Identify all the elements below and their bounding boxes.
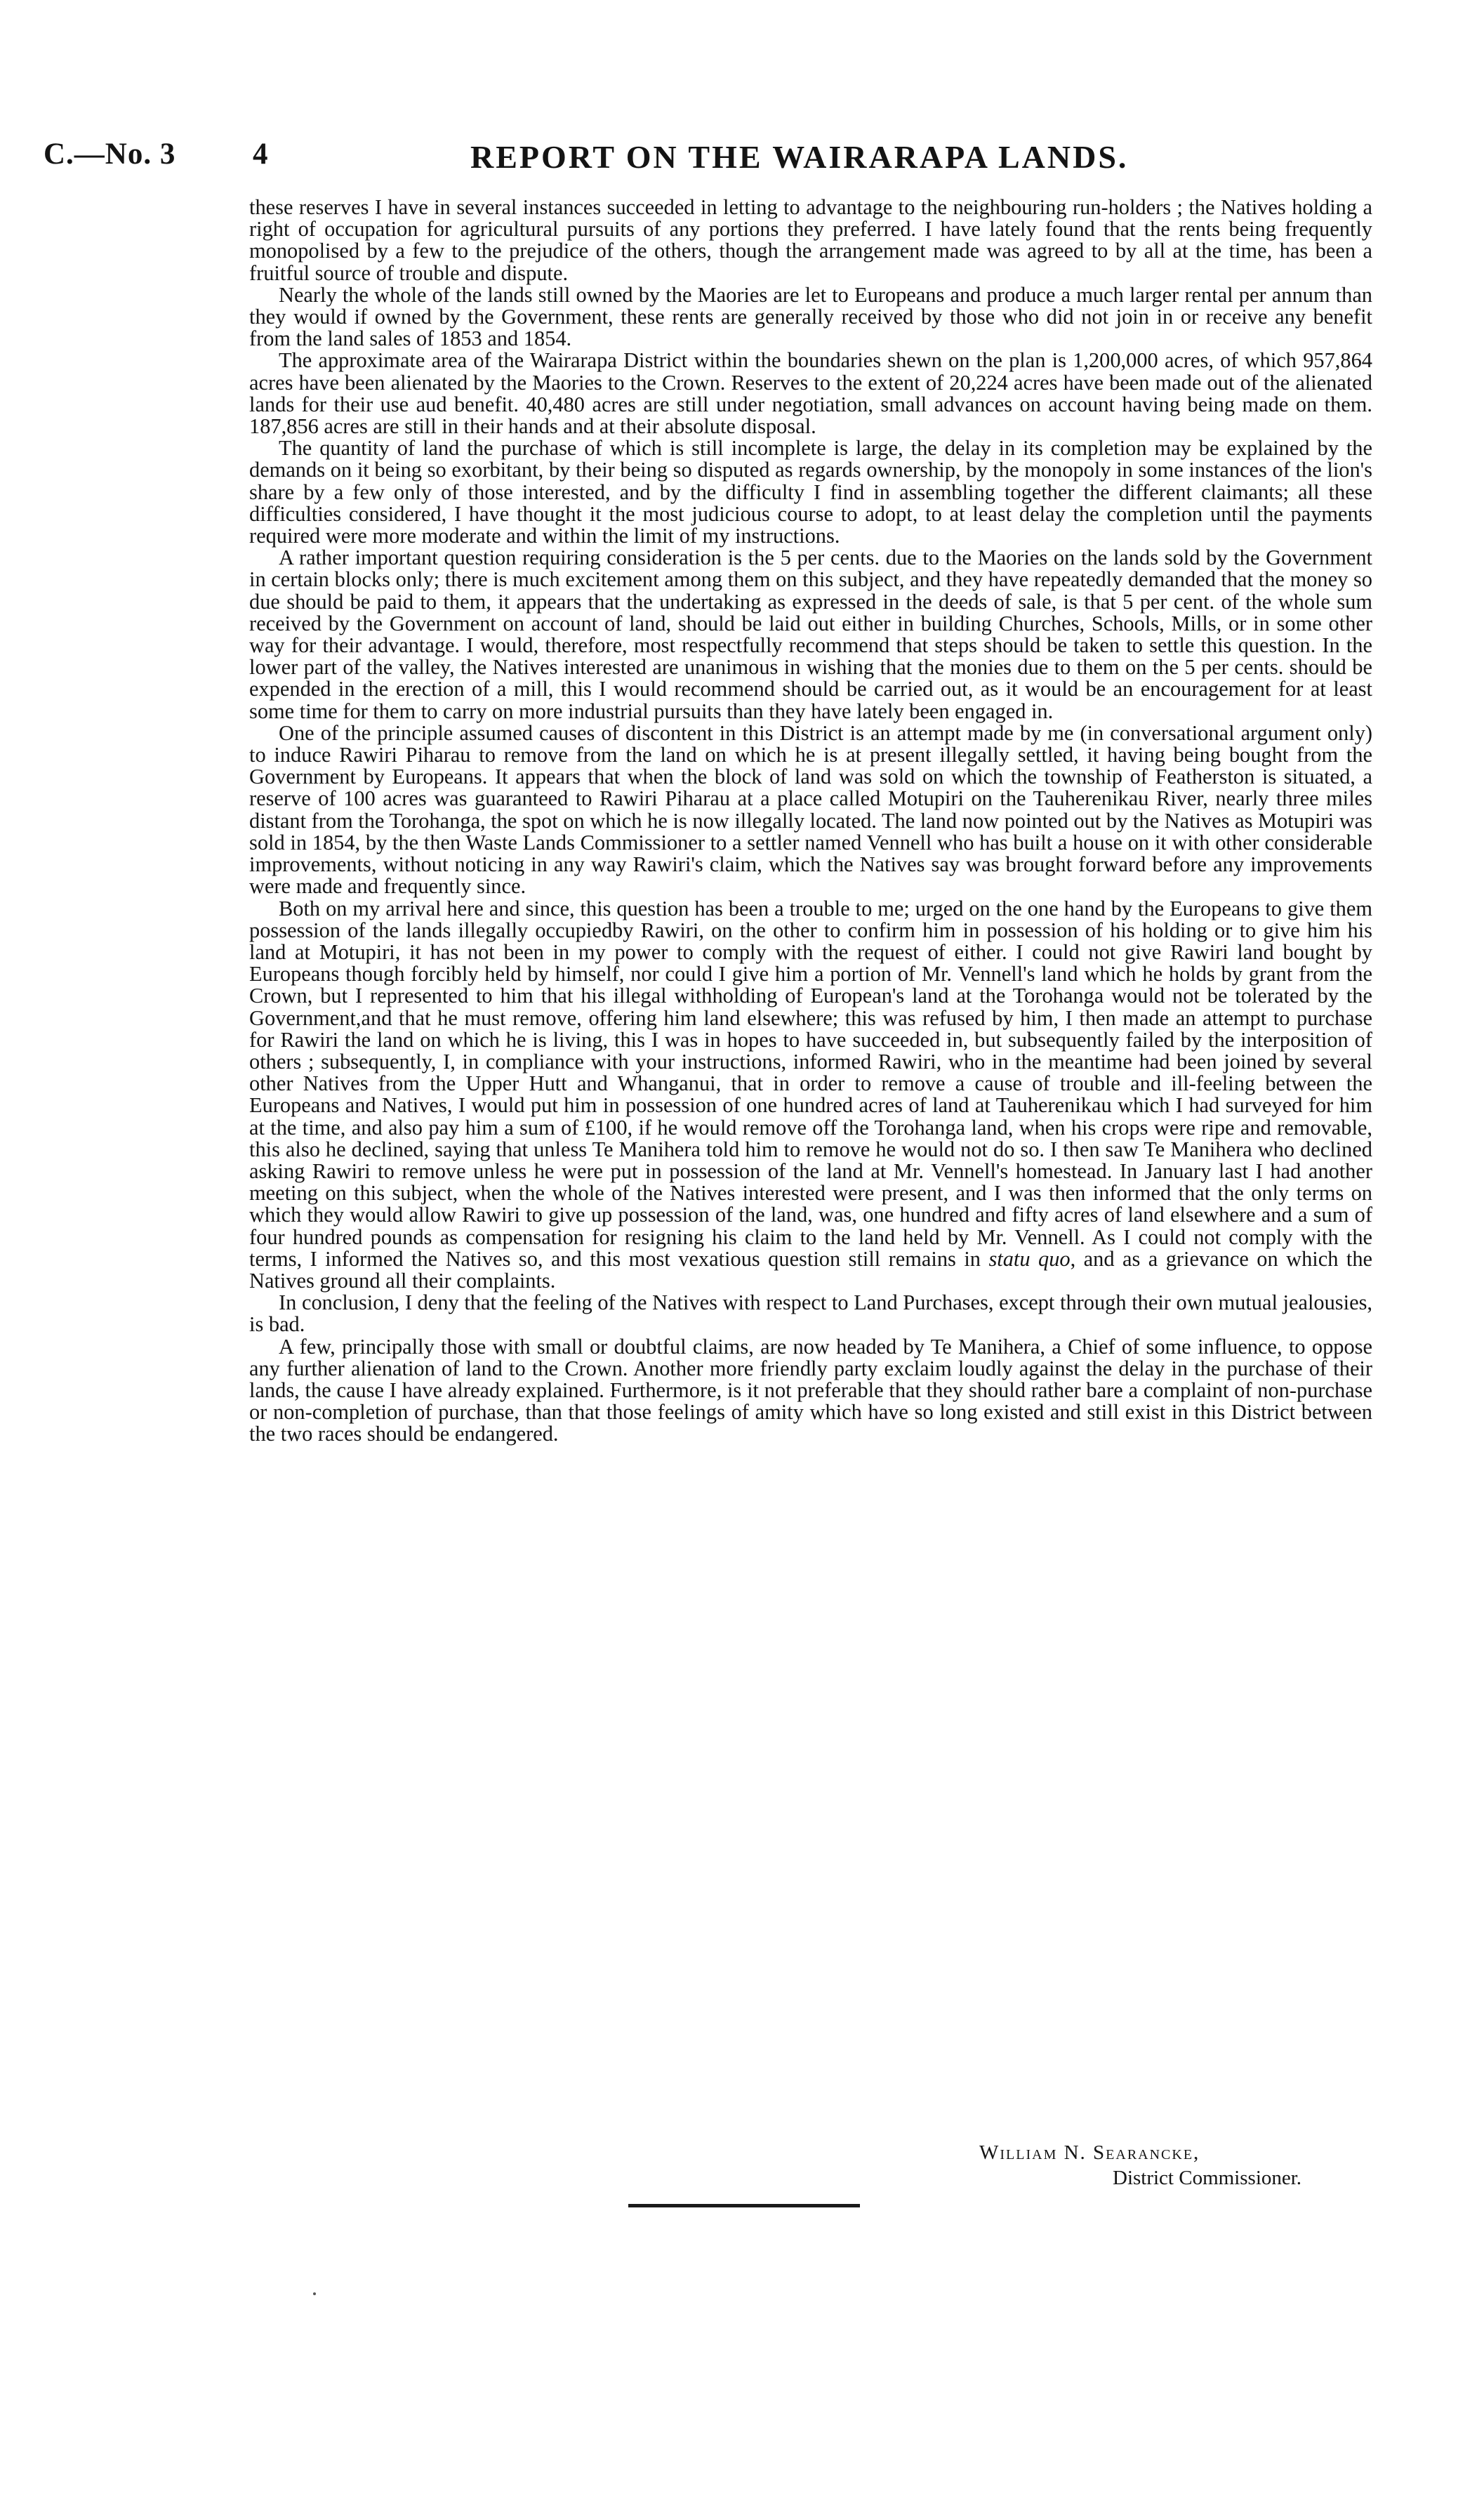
paragraph-rawiri-negotiation-tail: , and as a grievance on which the Natives ground all their complaints. — [249, 1246, 1373, 1293]
paragraph-rawiri-negotiation-text: Both on my arrival here and since, this question has been a trouble to me; urged on the one hand by the Europeans to give them possession of the lands illegally occupiedby Rawiri, on the other to confirm him in possession of his holding or to give him his land at Motupiri, it has not been in my power to comply with the request of either. I could not give Rawiri land bought by Europeans though forcibly held by himself, nor could I give him a portion of Mr. Vennell's land which he holds by grant from the Crown, but I represented to him that his illegal withholding of European's land at the Torohanga would not be tolerated by the Government,and that he must remove, offering him land elsewhere; this was refused by him, I then made an attempt to purchase for Rawiri the land on which he is living, this I was in hopes to have succeeded in, but subsequently failed by the interposition of others ; subsequently, I, in compliance with your instructions, informed Rawiri, who in the meantime had been joined by several other Natives from the Upper Hutt and Whanganui, that in order to remove a cause of trouble and ill-feeling between the Europeans and Natives, I would put him in possession of one hundred acres of land at Tauherenikau which I had surveyed for him at the time, and also pay him a sum of £100, if he would remove off the Torohanga land, when his crops were ripe and removable, this also he declined, saying that unless Te Manihera told him to remove he would not do so. I then saw Te Manihera who declined asking Rawiri to remove unless he were put in possession of the land at Mr. Vennell's homestead. In January last I had another meeting on this subject, when the whole of the Natives interested were present, and I was then informed that the only terms on which they would allow Rawiri to give up possession of the land, was, one hundred and fifty acres of land elsewhere and a sum of four hundred pounds as compensation for resigning his claim to the land held by Mr. Vennell. As I could not comply with the terms, I informed the Natives so, and this most vexatious question still remains in — [249, 896, 1372, 1271]
paragraph-incomplete-purchase: The quantity of land the purchase of which is still incomplete is large, the delay in its completion may be explained by the demands on it being so exorbitant, by their being so disputed as regards ownership, by the monopoly in some instances of the lion's share by a few only of those interested, and by the difficulty I find in assembling together the different claimants; all these difficulties considered, I have thought it the most judicious course to adopt, to at least delay the completion until the payments required were more moderate and within the limit of my instructions. — [249, 436, 1372, 548]
page-number: 4 — [253, 138, 268, 171]
paragraph-final: A few, principally those with small or doubtful claims, are now headed by Te Manihera, a Chief of some influence, to oppose any further alienation of land to the Crown. Another more friendly party exclaim loudly against the delay in the purchase of their lands, the cause I have already explained. Furthermore, is it not preferable that they should rather bare a complaint of non-purchase or non-completion of purchase, than that those feelings of amity which have so long existed and still exist in this District between the two races should be endangered. — [249, 1334, 1372, 1446]
report-body — [249, 197, 1372, 1446]
paragraph-rawiri-claim: One of the principle assumed causes of discontent in this District is an attempt made by me (in conversational argument only) to induce Rawiri Piharau to remove from the land on which he is at present illegally settled, it having being bought from the Government by Europeans. It appears that when the block of land was sold on which the township of Featherston is situated, a reserve of 100 acres was guaranteed to Rawiri Piharau at a place called Motupiri on the Tauherenikau River, nearly three miles distant from the Torohanga, the spot on which he is now illegally located. The land now pointed out by the Natives as Motupiri was sold in 1854, by the then Waste Lands Commissioner to a settler named Vennell who has built a house on it with other considerable improvements, without noticing in any way Rawiri's claim, which the Natives say was brought forward before any improvements were made and frequently since. — [249, 720, 1372, 899]
paragraph-area: The approximate area of the Wairarapa District within the boundaries shewn on the plan is 1,200,000 acres, of which 957,864 acres have been alienated by the Maories to the Crown. Reserves to the extent of 20,224 acres have been made out of the alienated lands for their use aud benefit. 40,480 acres are still under negotiation, small advances on account having being made on them. 187,856 acres are still in their hands and at their absolute disposal. — [249, 348, 1372, 439]
paragraph-rental: Nearly the whole of the lands still owned by the Maories are let to Europeans and produce a much larger rental per annum than they would if owned by the Government, these rents are generally received by those who did not join in or receive any benefit from the land sales of 1853 and 1854. — [249, 282, 1372, 351]
print-speck — [313, 2292, 316, 2295]
document-reference: C.—No. 3 — [44, 138, 176, 171]
paragraph-five-per-cents: A rather important question requiring consideration is the 5 per cents. due to the Maories on the lands sold by the Government in certain blocks only; there is much excitement among them on this subject, and they have repeatedly demanded that the money so due should be paid to them, it appears that the undertaking as expressed in the deeds of sale, is that 5 per cent. of the whole sum received by the Government on account of land, should be laid out either in building Churches, Schools, Mills, or in some other way for their advantage. I would, therefore, most respectfully recommend that steps should be taken to settle this question. In the lower part of the valley, the Natives interested are unanimous in wishing that the monies due to them on the 5 per cents. should be expended in the erection of a mill, this I would recommend should be carried out, as it would be an encouragement for at least some time for them to carry on more industrial pursuits than they have lately been engaged in. — [249, 546, 1372, 723]
page-title: REPORT ON THE WAIRARAPA LANDS. — [470, 139, 1129, 175]
closing-rule — [628, 2204, 860, 2207]
paragraph-conclusion: In conclusion, I deny that the feeling of the Natives with respect to Land Purchases, except through their own mutual jealousies, is bad. — [249, 1290, 1372, 1337]
signatory-title: District Commissioner. — [1113, 2167, 1302, 2189]
signatory-name: William N. Searancke, — [979, 2141, 1200, 2164]
paragraph-reserves: these reserves I have in several instances succeeded in letting to advantage to the neighbouring run-holders ; the Natives holding a right of occupation for agricultural pursuits of any portions they preferred. I have lately found that the rents being frequently monopolised by a few to the prejudice of the others, though the arrangement made was agreed to by all at the time, has been a fruitful source of trouble and dispute. — [249, 195, 1372, 285]
statu-quo-italic: statu quo — [988, 1246, 1071, 1271]
signature-block — [979, 2140, 1386, 2191]
page-header — [35, 137, 1411, 200]
paragraph-rawiri-negotiation — [249, 898, 1372, 1293]
